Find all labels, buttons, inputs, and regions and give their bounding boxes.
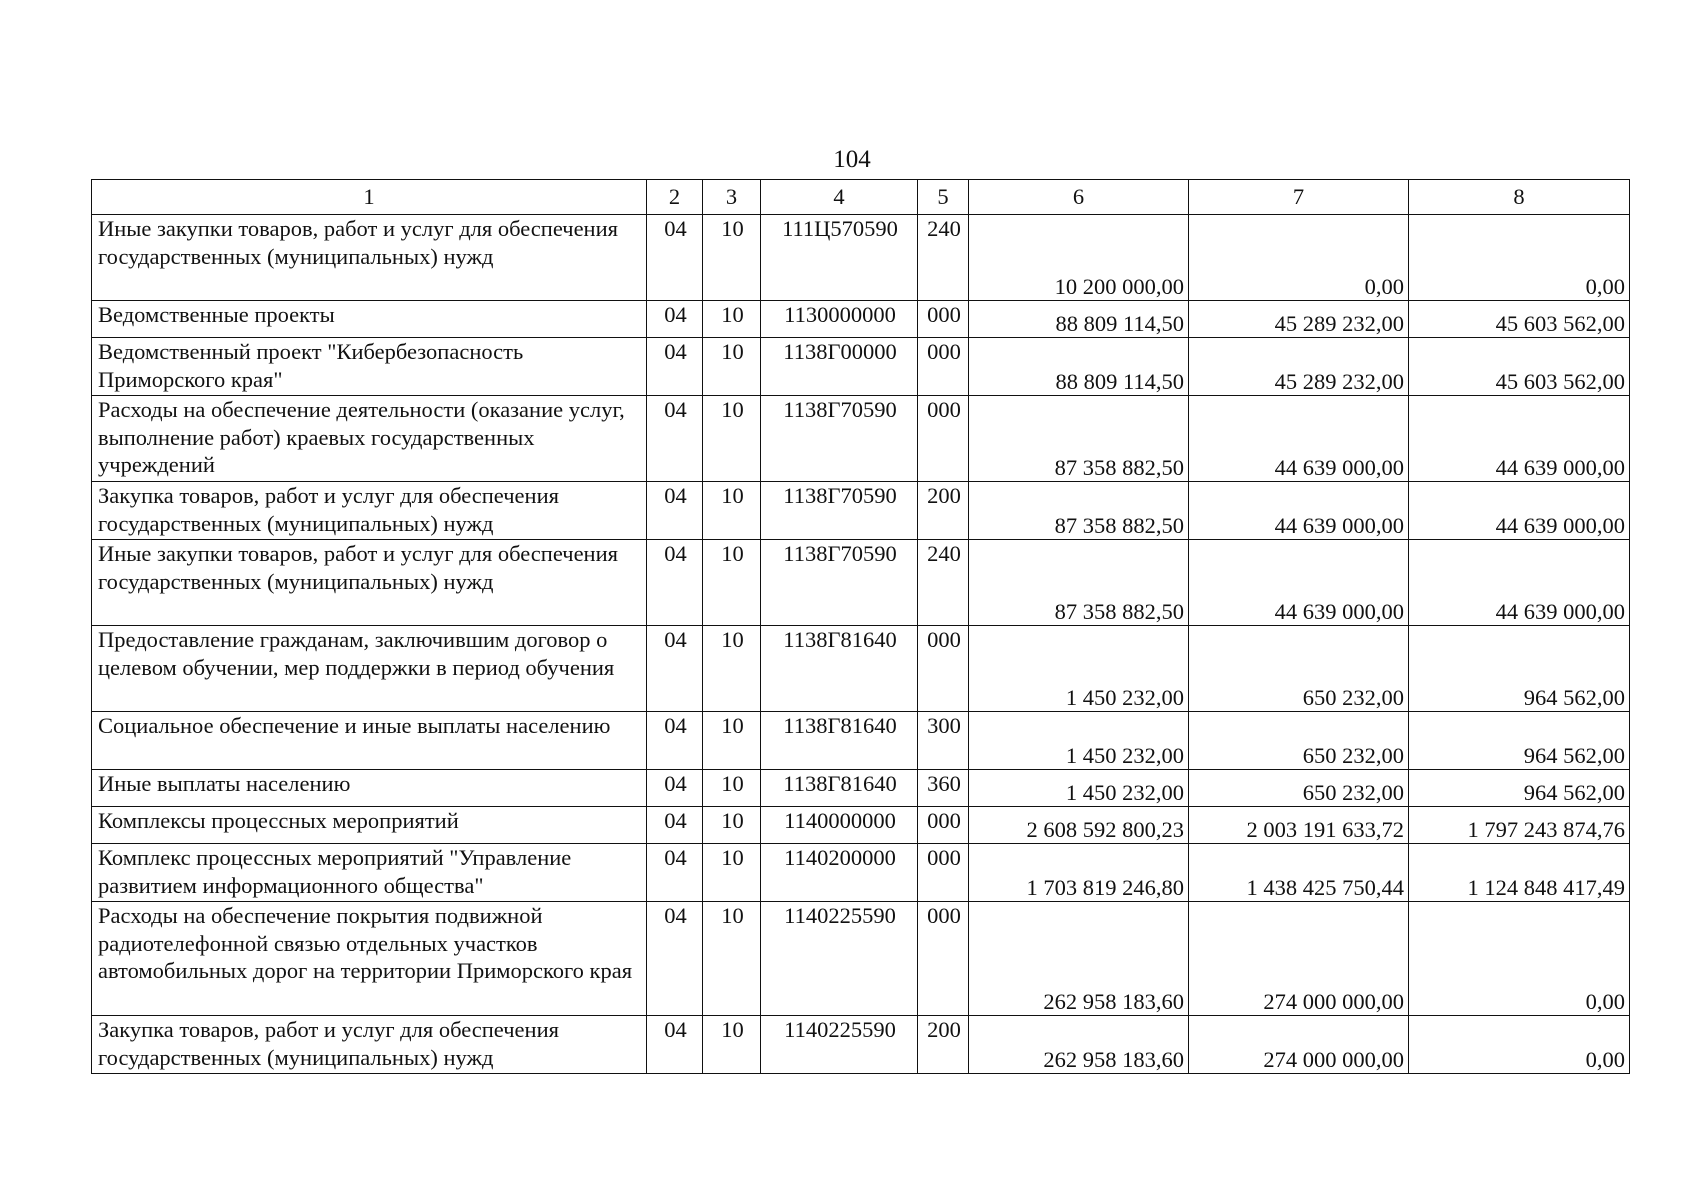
row-amount-col8: 964 562,00 — [1409, 626, 1630, 712]
row-amount-col8: 964 562,00 — [1409, 712, 1630, 770]
row-name: Ведомственный проект "Кибербезопасность Приморского края" — [92, 338, 647, 396]
row-amount-col6: 87 358 882,50 — [969, 540, 1189, 626]
table-row — [92, 1016, 1630, 1074]
row-amount-col7: 45 289 232,00 — [1189, 301, 1409, 338]
row-amount-col7: 44 639 000,00 — [1189, 396, 1409, 482]
row-section: 04 — [647, 902, 703, 1016]
row-amount-col8: 0,00 — [1409, 902, 1630, 1016]
row-name: Иные закупки товаров, работ и услуг для обеспечения государственных (муниципальных) нужд — [92, 540, 647, 626]
column-header: 6 — [969, 180, 1189, 215]
row-amount-col7: 44 639 000,00 — [1189, 540, 1409, 626]
row-amount-col6: 10 200 000,00 — [969, 215, 1189, 301]
row-subsection: 10 — [703, 712, 761, 770]
row-amount-col6: 87 358 882,50 — [969, 482, 1189, 540]
row-section: 04 — [647, 540, 703, 626]
row-expense-type: 300 — [918, 712, 969, 770]
row-expense-type: 000 — [918, 301, 969, 338]
row-amount-col7: 650 232,00 — [1189, 626, 1409, 712]
row-subsection: 10 — [703, 482, 761, 540]
column-header: 2 — [647, 180, 703, 215]
row-target-article: 1138Г70590 — [761, 396, 918, 482]
row-name: Расходы на обеспечение покрытия подвижной радиотелефонной связью отдельных участков автомобильных дорог на территории Приморского края — [92, 902, 647, 1016]
budget-table — [91, 179, 1630, 1074]
row-expense-type: 360 — [918, 770, 969, 807]
column-header: 7 — [1189, 180, 1409, 215]
row-section: 04 — [647, 626, 703, 712]
column-header: 5 — [918, 180, 969, 215]
row-amount-col6: 87 358 882,50 — [969, 396, 1189, 482]
row-name: Комплекс процессных мероприятий "Управление развитием информационного общества" — [92, 844, 647, 902]
row-name: Закупка товаров, работ и услуг для обеспечения государственных (муниципальных) нужд — [92, 482, 647, 540]
row-amount-col6: 1 450 232,00 — [969, 626, 1189, 712]
row-subsection: 10 — [703, 301, 761, 338]
row-subsection: 10 — [703, 902, 761, 1016]
table-row — [92, 712, 1630, 770]
row-target-article: 1140225590 — [761, 1016, 918, 1074]
row-amount-col6: 1 450 232,00 — [969, 770, 1189, 807]
row-target-article: 111Ц570590 — [761, 215, 918, 301]
row-amount-col6: 88 809 114,50 — [969, 301, 1189, 338]
row-amount-col8: 45 603 562,00 — [1409, 338, 1630, 396]
row-expense-type: 200 — [918, 1016, 969, 1074]
row-section: 04 — [647, 301, 703, 338]
row-amount-col8: 45 603 562,00 — [1409, 301, 1630, 338]
row-section: 04 — [647, 215, 703, 301]
row-subsection: 10 — [703, 626, 761, 712]
row-name: Ведомственные проекты — [92, 301, 647, 338]
table-row — [92, 215, 1630, 301]
table-row — [92, 482, 1630, 540]
table-row — [92, 540, 1630, 626]
row-amount-col7: 0,00 — [1189, 215, 1409, 301]
table-row — [92, 338, 1630, 396]
table-row — [92, 301, 1630, 338]
row-subsection: 10 — [703, 844, 761, 902]
row-name: Комплексы процессных мероприятий — [92, 807, 647, 844]
row-amount-col8: 0,00 — [1409, 1016, 1630, 1074]
row-expense-type: 240 — [918, 215, 969, 301]
row-amount-col7: 274 000 000,00 — [1189, 902, 1409, 1016]
row-amount-col7: 2 003 191 633,72 — [1189, 807, 1409, 844]
table-row — [92, 626, 1630, 712]
column-number-header-row — [92, 180, 1630, 215]
row-subsection: 10 — [703, 338, 761, 396]
row-amount-col6: 262 958 183,60 — [969, 1016, 1189, 1074]
row-section: 04 — [647, 844, 703, 902]
row-section: 04 — [647, 712, 703, 770]
row-expense-type: 000 — [918, 338, 969, 396]
table-row — [92, 844, 1630, 902]
row-subsection: 10 — [703, 1016, 761, 1074]
row-amount-col8: 44 639 000,00 — [1409, 396, 1630, 482]
row-target-article: 1140000000 — [761, 807, 918, 844]
row-amount-col6: 2 608 592 800,23 — [969, 807, 1189, 844]
row-expense-type: 000 — [918, 396, 969, 482]
table-row — [92, 770, 1630, 807]
row-target-article: 1138Г70590 — [761, 540, 918, 626]
row-amount-col8: 44 639 000,00 — [1409, 482, 1630, 540]
row-target-article: 1140225590 — [761, 902, 918, 1016]
row-amount-col7: 274 000 000,00 — [1189, 1016, 1409, 1074]
row-expense-type: 240 — [918, 540, 969, 626]
table-row — [92, 807, 1630, 844]
row-amount-col7: 650 232,00 — [1189, 770, 1409, 807]
row-subsection: 10 — [703, 770, 761, 807]
row-section: 04 — [647, 482, 703, 540]
row-section: 04 — [647, 338, 703, 396]
row-amount-col7: 650 232,00 — [1189, 712, 1409, 770]
row-name: Иные выплаты населению — [92, 770, 647, 807]
row-subsection: 10 — [703, 215, 761, 301]
column-header: 4 — [761, 180, 918, 215]
row-target-article: 1138Г81640 — [761, 626, 918, 712]
row-target-article: 1138Г81640 — [761, 712, 918, 770]
row-expense-type: 000 — [918, 902, 969, 1016]
row-subsection: 10 — [703, 540, 761, 626]
row-expense-type: 000 — [918, 626, 969, 712]
row-amount-col7: 44 639 000,00 — [1189, 482, 1409, 540]
row-amount-col8: 964 562,00 — [1409, 770, 1630, 807]
row-section: 04 — [647, 807, 703, 844]
row-amount-col6: 88 809 114,50 — [969, 338, 1189, 396]
row-name: Иные закупки товаров, работ и услуг для обеспечения государственных (муниципальных) нужд — [92, 215, 647, 301]
table-row — [92, 902, 1630, 1016]
row-name: Расходы на обеспечение деятельности (оказание услуг, выполнение работ) краевых государственных учреждений — [92, 396, 647, 482]
row-name: Закупка товаров, работ и услуг для обеспечения государственных (муниципальных) нужд — [92, 1016, 647, 1074]
row-amount-col7: 1 438 425 750,44 — [1189, 844, 1409, 902]
row-expense-type: 000 — [918, 844, 969, 902]
column-header: 8 — [1409, 180, 1630, 215]
row-target-article: 1140200000 — [761, 844, 918, 902]
row-amount-col6: 1 450 232,00 — [969, 712, 1189, 770]
row-target-article: 1138Г81640 — [761, 770, 918, 807]
row-target-article: 1138Г00000 — [761, 338, 918, 396]
row-amount-col8: 44 639 000,00 — [1409, 540, 1630, 626]
row-expense-type: 200 — [918, 482, 969, 540]
row-amount-col8: 1 124 848 417,49 — [1409, 844, 1630, 902]
row-subsection: 10 — [703, 807, 761, 844]
row-section: 04 — [647, 1016, 703, 1074]
row-name: Социальное обеспечение и иные выплаты населению — [92, 712, 647, 770]
column-header: 1 — [92, 180, 647, 215]
row-amount-col6: 1 703 819 246,80 — [969, 844, 1189, 902]
row-amount-col7: 45 289 232,00 — [1189, 338, 1409, 396]
row-amount-col6: 262 958 183,60 — [969, 902, 1189, 1016]
row-expense-type: 000 — [918, 807, 969, 844]
row-amount-col8: 1 797 243 874,76 — [1409, 807, 1630, 844]
row-amount-col8: 0,00 — [1409, 215, 1630, 301]
table-row — [92, 396, 1630, 482]
row-subsection: 10 — [703, 396, 761, 482]
row-target-article: 1138Г70590 — [761, 482, 918, 540]
page-number: 104 — [833, 146, 871, 173]
row-target-article: 1130000000 — [761, 301, 918, 338]
column-header: 3 — [703, 180, 761, 215]
row-section: 04 — [647, 396, 703, 482]
row-section: 04 — [647, 770, 703, 807]
row-name: Предоставление гражданам, заключившим договор о целевом обучении, мер поддержки в период обучения — [92, 626, 647, 712]
